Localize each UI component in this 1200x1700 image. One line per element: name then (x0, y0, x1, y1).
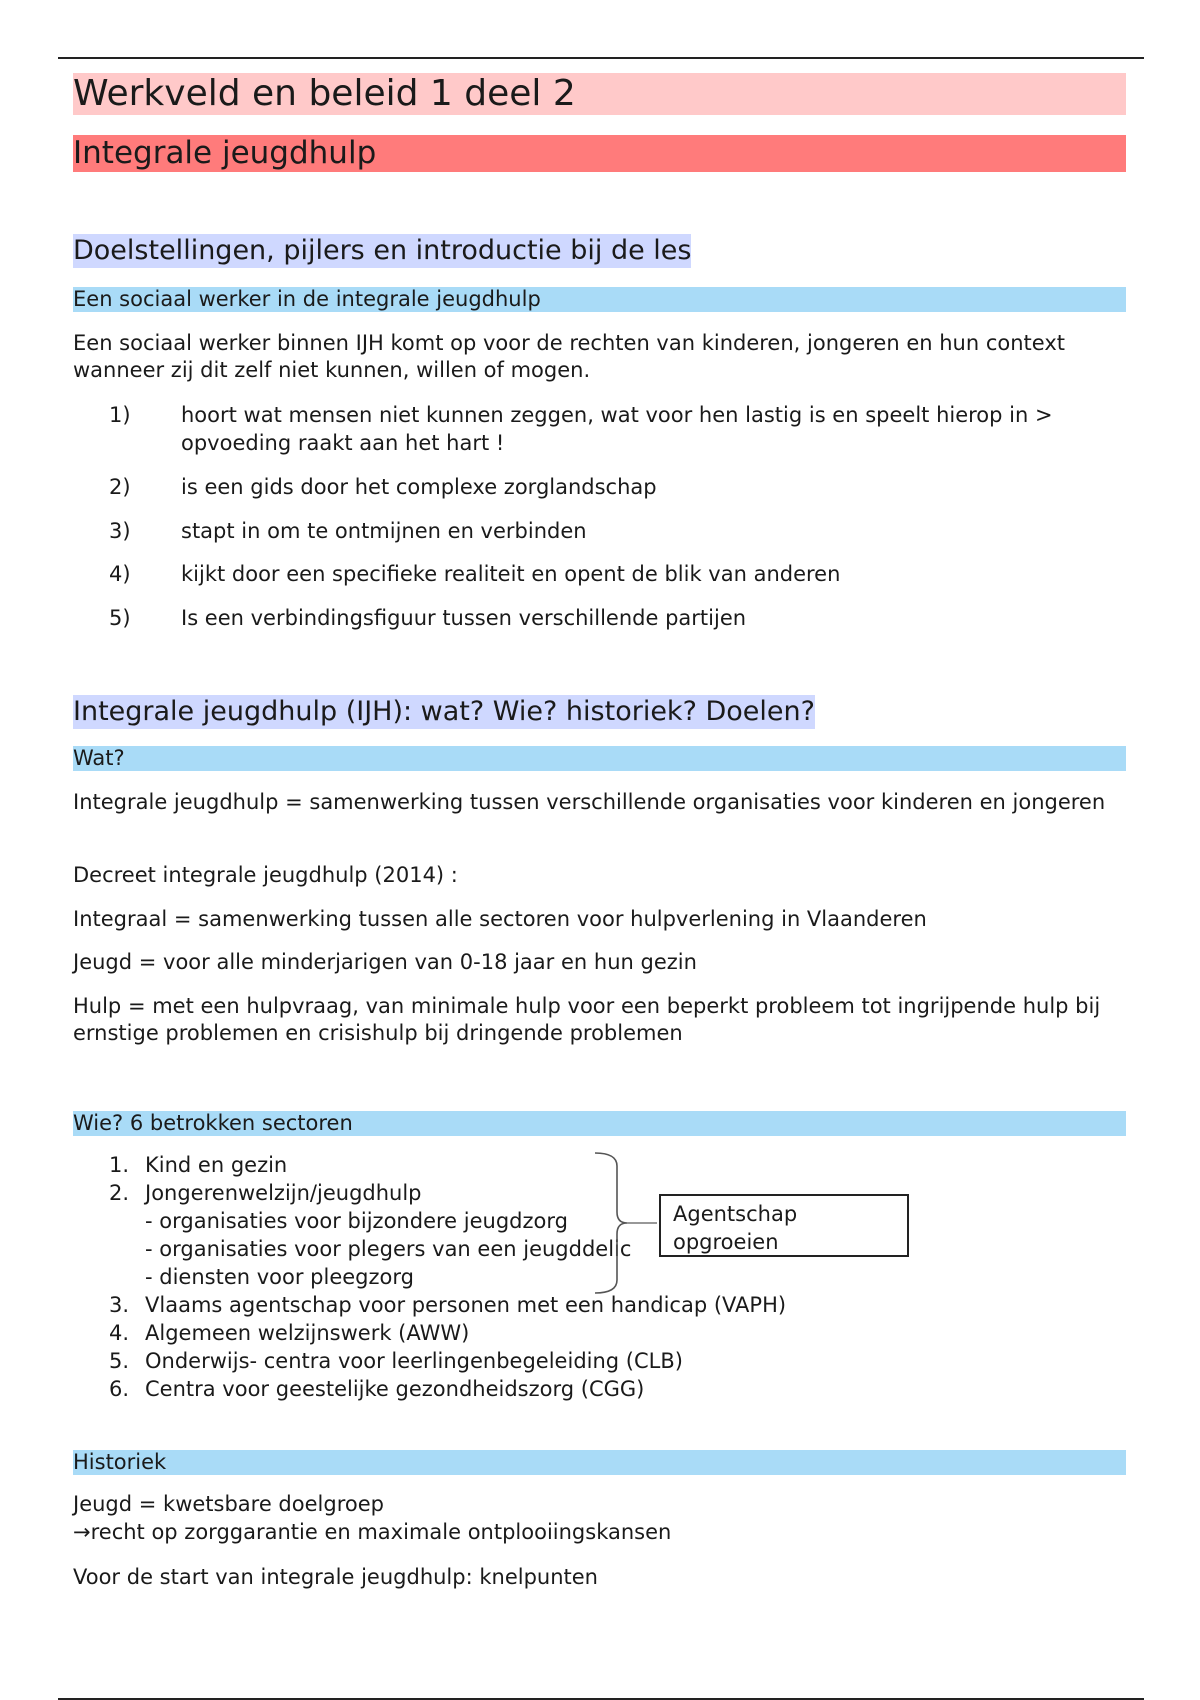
list-text: Is een verbindingsfiguur tussen verschillende partijen (181, 606, 747, 630)
list-number: 2. (109, 1181, 130, 1205)
paragraph-jeugd-kwetsbaar: Jeugd = kwetsbare doelgroep (73, 1492, 384, 1516)
list-number: 3. (109, 1293, 130, 1317)
list-number: 4. (109, 1321, 130, 1345)
callout-box (659, 1194, 909, 1257)
paragraph-integraal: Integraal = samenwerking tussen alle sectoren voor hulpverlening in Vlaanderen (73, 907, 927, 931)
list-text: Centra voor geestelijke gezondheidszorg (CGG) (145, 1377, 645, 1401)
list-text: hoort wat mensen niet kunnen zeggen, wat voor hen lastig is en speelt hierop in > opvoeding raakt aan het hart ! (181, 403, 1053, 455)
list-number: 1) (109, 403, 131, 427)
list-text: stapt in om te ontmijnen en verbinden (181, 519, 587, 543)
list-number: 5. (109, 1349, 130, 1373)
section-heading-ijh: Integrale jeugdhulp (IJH): wat? Wie? historiek? Doelen? (73, 696, 815, 727)
paragraph-knelpunten: Voor de start van integrale jeugdhulp: knelpunten (73, 1565, 598, 1589)
list-text: kijkt door een specifieke realiteit en opent de blik van anderen (181, 562, 841, 586)
list-number: 5) (109, 606, 131, 630)
subheading-historiek: Historiek (73, 1450, 1126, 1475)
paragraph-decreet: Decreet integrale jeugdhulp (2014) : (73, 863, 458, 887)
list-number: 1. (109, 1153, 130, 1177)
subheading-sociaal-werker: Een sociaal werker in de integrale jeugdhulp (73, 287, 1126, 312)
section-heading-doelstellingen: Doelstellingen, pijlers en introductie bij de les (73, 235, 692, 266)
document-title: Werkveld en beleid 1 deel 2 (73, 73, 1126, 115)
paragraph-zorggarantie: →recht op zorggarantie en maximale ontplooiingskansen (73, 1520, 672, 1544)
callout-line: opgroeien (673, 1230, 779, 1254)
top-rule (58, 57, 1144, 59)
list-number: 3) (109, 519, 131, 543)
list-text: Onderwijs- centra voor leerlingenbegeleiding (CLB) (145, 1349, 683, 1373)
list-text: Jongerenwelzijn/jeugdhulp (145, 1181, 422, 1205)
list-text: Algemeen welzijnswerk (AWW) (145, 1321, 470, 1345)
paragraph-jeugd: Jeugd = voor alle minderjarigen van 0-18 jaar en hun gezin (73, 950, 697, 974)
list-text: Kind en gezin (145, 1153, 288, 1177)
list-number: 4) (109, 562, 131, 586)
curly-brace-icon (593, 1152, 663, 1294)
callout-line: Agentschap (673, 1202, 798, 1226)
list-text: is een gids door het complexe zorglandschap (181, 475, 657, 499)
paragraph-hulp: Hulp = met een hulpvraag, van minimale hulp voor een beperkt probleem tot ingrijpende hulp bij ernstige problemen en crisishulp bij dringende problemen (73, 994, 1101, 1045)
subheading-wat: Wat? (73, 746, 1126, 771)
intro-paragraph: Een sociaal werker binnen IJH komt op voor de rechten van kinderen, jongeren en hun context wanneer zij dit zelf niet kunnen, willen of mogen. (73, 331, 1065, 382)
paragraph-wat-1: Integrale jeugdhulp = samenwerking tussen verschillende organisaties voor kinderen en jongeren (73, 790, 1106, 814)
subheading-wie: Wie? 6 betrokken sectoren (73, 1111, 1126, 1136)
sub-list-item: - diensten voor pleegzorg (145, 1265, 414, 1289)
sub-list-item: - organisaties voor plegers van een jeugddelic (145, 1237, 632, 1261)
list-number: 6. (109, 1377, 130, 1401)
sub-list-item: - organisaties voor bijzondere jeugdzorg (145, 1209, 568, 1233)
list-number: 2) (109, 475, 131, 499)
list-text: Vlaams agentschap voor personen met een handicap (VAPH) (145, 1293, 787, 1317)
chapter-heading: Integrale jeugdhulp (73, 135, 1126, 172)
